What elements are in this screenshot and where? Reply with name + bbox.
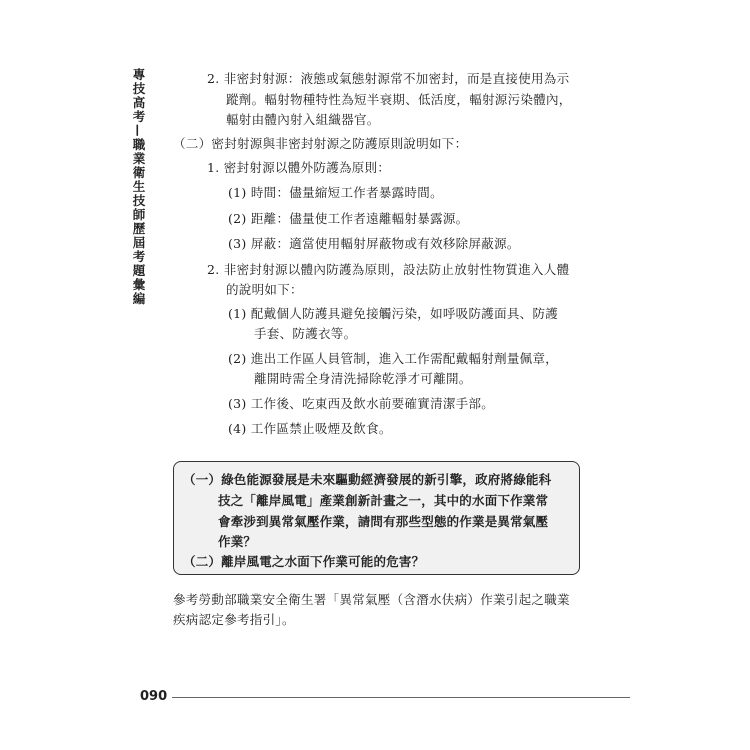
section2-heading: （二）密封射源與非密封射源之防護原則說明如下： <box>173 136 468 151</box>
sub2-item1-line1: (1) 配戴個人防護具避免接觸污染，如呼吸防護面具、防護 <box>228 306 559 321</box>
sub2-item4: (4) 工作區禁止吸煙及飲食。 <box>228 421 392 436</box>
sub1-item-time: (1) 時間：儘量縮短工作者暴露時間。 <box>228 185 443 200</box>
sub1-item-shielding: (3) 屏蔽：適當使用輻射屏蔽物或有效移除屏蔽源。 <box>228 236 520 251</box>
question1-line4: 作業？ <box>218 534 257 549</box>
question1-line3: 會牽涉到異常氣壓作業，請問有那些型態的作業是異常氣壓 <box>218 514 549 529</box>
side-book-title: 專技高考—職業衛生技師歷屆考題彙編 <box>131 68 146 306</box>
page-number: 090 <box>140 689 168 704</box>
item2-line2: 蹤劑。輻射物種特性為短半衰期、低活度，輻射源污染體內， <box>226 92 572 107</box>
reference-line2: 疾病認定參考指引」。 <box>173 612 295 627</box>
sub2-item1-line2: 手套、防護衣等。 <box>254 326 357 341</box>
sub1-item-distance: (2) 距離：儘量使工作者遠離輻射暴露源。 <box>228 211 469 226</box>
item2-line1: 2. 非密封射源：液態或氣態射源常不加密封，而是直接使用為示 <box>207 71 570 86</box>
sub2-item2-line2: 離開時需全身清洗掃除乾淨才可離開。 <box>254 371 472 386</box>
sub2-line1: 2. 非密封射源以體內防護為原則，設法防止放射性物質進入人體 <box>207 262 570 277</box>
sub1-heading: 1. 密封射源以體外防護為原則： <box>207 160 391 175</box>
sub2-item3: (3) 工作後、吃東西及飲水前要確實清潔手部。 <box>228 396 495 411</box>
question2: （二）離岸風電之水面下作業可能的危害？ <box>183 554 425 569</box>
question1-line2: 技之「離岸風電」產業創新計畫之一，其中的水面下作業常 <box>218 493 549 508</box>
question-box <box>173 461 580 575</box>
footer-rule <box>172 697 630 698</box>
question1-line1: （一）綠色能源發展是未來驅動經濟發展的新引擎，政府將綠能科 <box>183 472 552 487</box>
item2-line3: 輻射由體內射入組織器官。 <box>226 112 380 127</box>
sub2-item2-line1: (2) 進出工作區人員管制，進入工作需配戴輻射劑量佩章， <box>228 351 559 366</box>
reference-line1: 參考勞動部職業安全衛生署「異常氣壓（含潛水伕病）作業引起之職業 <box>173 592 570 607</box>
sub2-line2: 的說明如下： <box>226 282 303 297</box>
